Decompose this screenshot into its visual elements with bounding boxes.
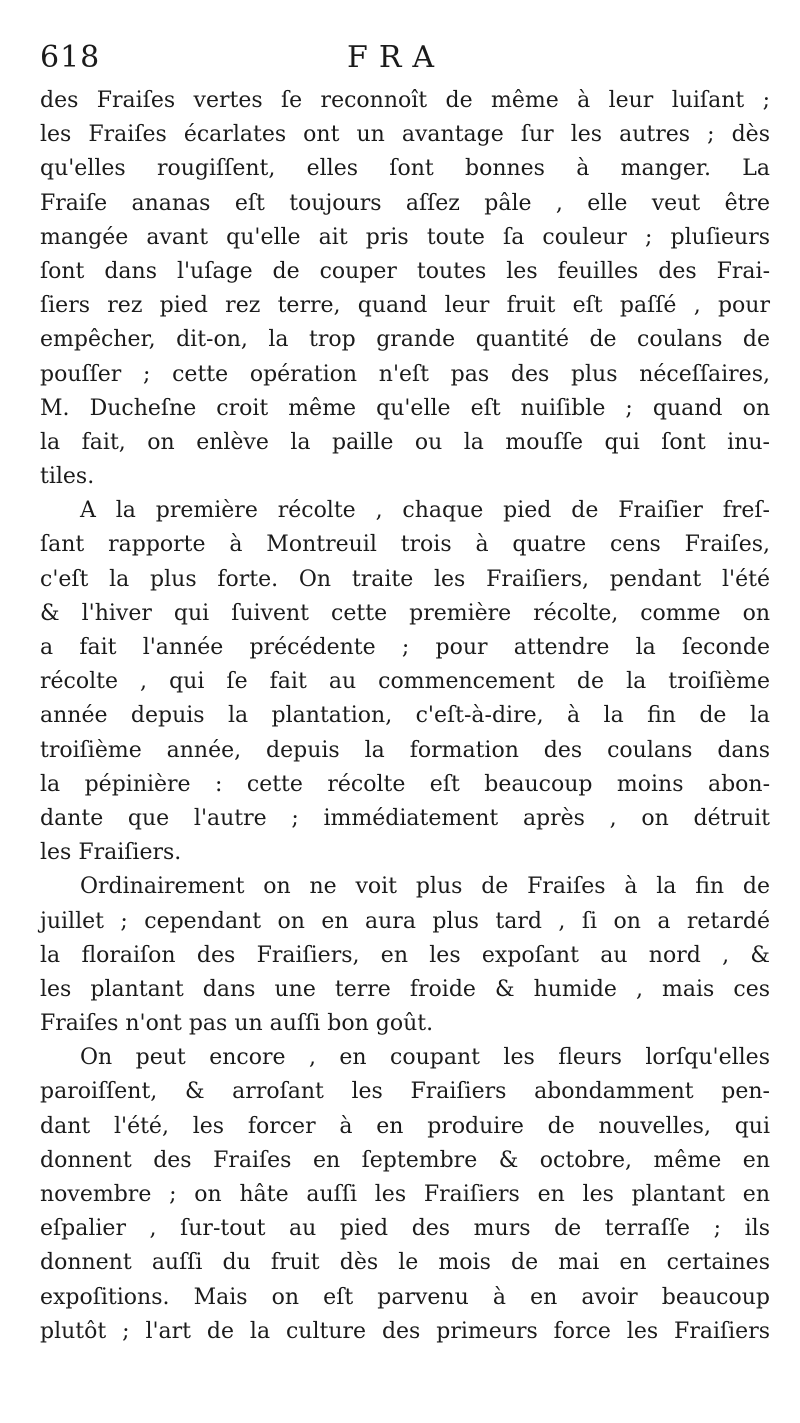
text-line: qu'elles rougiſſent, elles ſont bonnes à manger. La: [40, 156, 770, 182]
text-line: a fait l'année précédente ; pour attendre la ſeconde: [40, 635, 770, 660]
page-number: 618: [40, 40, 101, 75]
text-line: la floraiſon des Fraiſiers, en les expoſant au nord , &: [40, 942, 770, 968]
text-line: empêcher, dit-on, la trop grande quantité de coulans de: [40, 327, 770, 353]
text-line: tiles.: [40, 464, 95, 490]
text-line: pouſſer ; cette opération n'eſt pas des plus néceſſaires,: [40, 361, 770, 387]
text-line: M. Ducheſne croit même qu'elle eſt nuiſible ; quand on: [40, 395, 770, 421]
paragraph-1: [40, 84, 770, 494]
text-line: dant l'été, les forcer à en produire de nouvelles, qui: [40, 1113, 770, 1139]
text-line: A la première récolte , chaque pied de Fraiſier freſ-: [80, 498, 770, 524]
body-text: [40, 84, 770, 1349]
text-line: les Fraiſes écarlates ont un avantage ſur les autres ; dès: [40, 122, 770, 148]
text-line: c'eſt la plus forte. On traite les Fraiſiers, pendant l'été: [40, 566, 770, 592]
text-line: On peut encore , en coupant les fleurs lorſqu'elles: [80, 1045, 770, 1071]
running-head-title: FRA: [347, 40, 446, 75]
text-line: troiſième année, depuis la formation des coulans dans: [40, 737, 770, 763]
text-line: plutôt ; l'art de la culture des primeurs force les Fraiſiers: [40, 1318, 770, 1344]
text-line: récolte , qui ſe fait au commencement de la troiſième: [40, 669, 770, 695]
paragraph-4: [40, 1041, 770, 1349]
text-line: ſant rapporte à Montreuil trois à quatre cens Fraiſes,: [40, 532, 770, 558]
text-line: juillet ; cependant on en aura plus tard , ſi on a retardé: [40, 908, 770, 934]
running-head: [0, 40, 800, 86]
text-line: mangée avant qu'elle ait pris toute ſa couleur ; pluſieurs: [40, 224, 770, 250]
text-line: Fraiſe ananas eſt toujours aſſez pâle , elle veut être: [40, 190, 770, 216]
text-line: eſpalier , ſur-tout au pied des murs de terraſſe ; ils: [40, 1216, 770, 1242]
text-line: & l'hiver qui ſuivent cette première récolte, comme on: [40, 600, 770, 626]
text-line: la fait, on enlève la paille ou la mouſſe qui ſont inu-: [40, 429, 770, 455]
text-line: expoſitions. Mais on eſt parvenu à en avoir beaucoup: [40, 1284, 770, 1310]
text-line: les plantant dans une terre froide & humide , mais ces: [40, 976, 770, 1002]
text-line: ſont dans l'uſage de couper toutes les feuilles des Frai-: [40, 258, 770, 284]
text-line: dante que l'autre ; immédiatement après , on détruit: [40, 805, 770, 831]
text-line: donnent des Fraiſes en ſeptembre & octobre, même en: [40, 1147, 770, 1173]
text-line: année depuis la plantation, c'eſt-à-dire, à la fin de la: [40, 703, 770, 729]
paragraph-3: [40, 870, 770, 1041]
text-line: Fraiſes n'ont pas un auſſi bon goût.: [40, 1011, 434, 1037]
text-line: ſiers rez pied rez terre, quand leur fruit eſt paſſé , pour: [40, 293, 770, 319]
text-line: la pépinière : cette récolte eſt beaucoup moins abon-: [40, 771, 770, 797]
paragraph-2: [40, 494, 770, 870]
text-line: paroiſſent, & arroſant les Fraiſiers abondamment pen-: [40, 1079, 770, 1105]
text-line: Ordinairement on ne voit plus de Fraiſes à la fin de: [80, 874, 770, 900]
text-line: donnent auſſi du fruit dès le mois de mai en certaines: [40, 1250, 770, 1276]
text-line: les Fraiſiers.: [40, 840, 182, 866]
text-line: des Fraiſes vertes ſe reconnoît de même à leur luiſant ;: [40, 88, 770, 113]
text-line: novembre ; on hâte auſſi les Fraiſiers en les plantant en: [40, 1182, 770, 1207]
